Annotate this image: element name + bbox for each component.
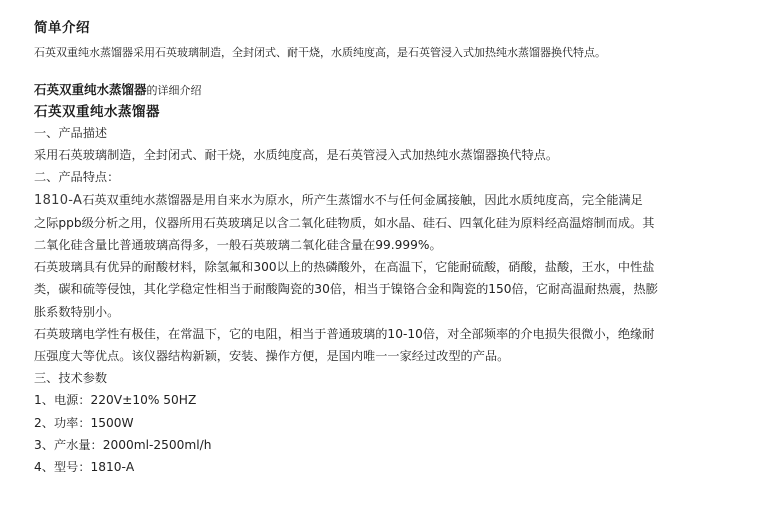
spec-item-model: 4、型号：1810-A xyxy=(34,460,135,475)
features-paragraph-2 xyxy=(34,256,746,323)
features-p1-line1-text: 石英双重纯水蒸馏器是用自来水为原水，所产生蒸馏水不与任何金属接触，因此水质纯度高，完全能满足 xyxy=(82,192,643,207)
features-p3-line1: 石英玻璃电学性有极佳，在常温下，它的电阻，相当于普通玻璃的10-10倍，对全部频率的介电损失很微小，绝缘耐 xyxy=(34,326,655,341)
section-heading-features: 二、产品特点： xyxy=(34,170,120,185)
features-paragraph-3 xyxy=(34,323,746,367)
model-number: 1810-A xyxy=(34,192,83,208)
detail-heading xyxy=(34,80,202,98)
features-p2-line3: 胀系数特别小。 xyxy=(34,304,120,319)
features-paragraph-1 xyxy=(34,189,746,257)
spec-item-power: 2、功率：1500W xyxy=(34,415,134,430)
intro-title: 简单介绍 xyxy=(34,20,90,36)
product-title: 石英双重纯水蒸馏器 xyxy=(34,104,160,120)
features-p2-line2: 类，碳和硫等侵蚀，其化学稳定性相当于耐酸陶瓷的30倍，相当于镍铬合金和陶瓷的150倍，它耐高温耐热震，热膨 xyxy=(34,282,658,297)
features-p1-line1 xyxy=(34,189,746,212)
description-text: 采用石英玻璃制造，全封闭式、耐干烧，水质纯度高，是石英管浸入式加热纯水蒸馏器换代特点。 xyxy=(34,148,559,163)
features-p2-line1: 石英玻璃具有优异的耐酸材料，除氢氟和300以上的热磷酸外，在高温下，它能耐硫酸，硝酸，盐酸，王水，中性盐 xyxy=(34,260,655,275)
features-p1-line3: 二氧化硅含量比普通玻璃高得多，一般石英玻璃二氧化硅含量在99.999%。 xyxy=(34,238,442,253)
spec-item-power-supply: 1、电源：220V±10% 50HZ xyxy=(34,393,197,408)
features-p3-line2: 压强度大等优点。该仪器结构新颖，安装、操作方便，是国内唯一一家经过改型的产品。 xyxy=(34,349,510,364)
section-heading-description: 一、产品描述 xyxy=(34,126,108,140)
product-body xyxy=(34,122,746,478)
section-heading-specs: 三、技术参数 xyxy=(34,371,108,386)
intro-text: 石英双重纯水蒸馏器采用石英玻璃制造，全封闭式、耐干烧，水质纯度高，是石英管浸入式加热纯水蒸馏器换代特点。 xyxy=(34,46,606,59)
detail-heading-suffix: 的详细介绍 xyxy=(146,84,202,97)
features-p1-line2: 之际ppb级分析之用，仪器所用石英玻璃足以含二氧化硅物质，如水晶、硅石、四氧化硅为原料经高温熔制而成。其 xyxy=(34,215,655,230)
detail-heading-product: 石英双重纯水蒸馏器 xyxy=(34,82,147,97)
spec-item-output: 3、产水量：2000ml-2500ml/h xyxy=(34,437,212,452)
